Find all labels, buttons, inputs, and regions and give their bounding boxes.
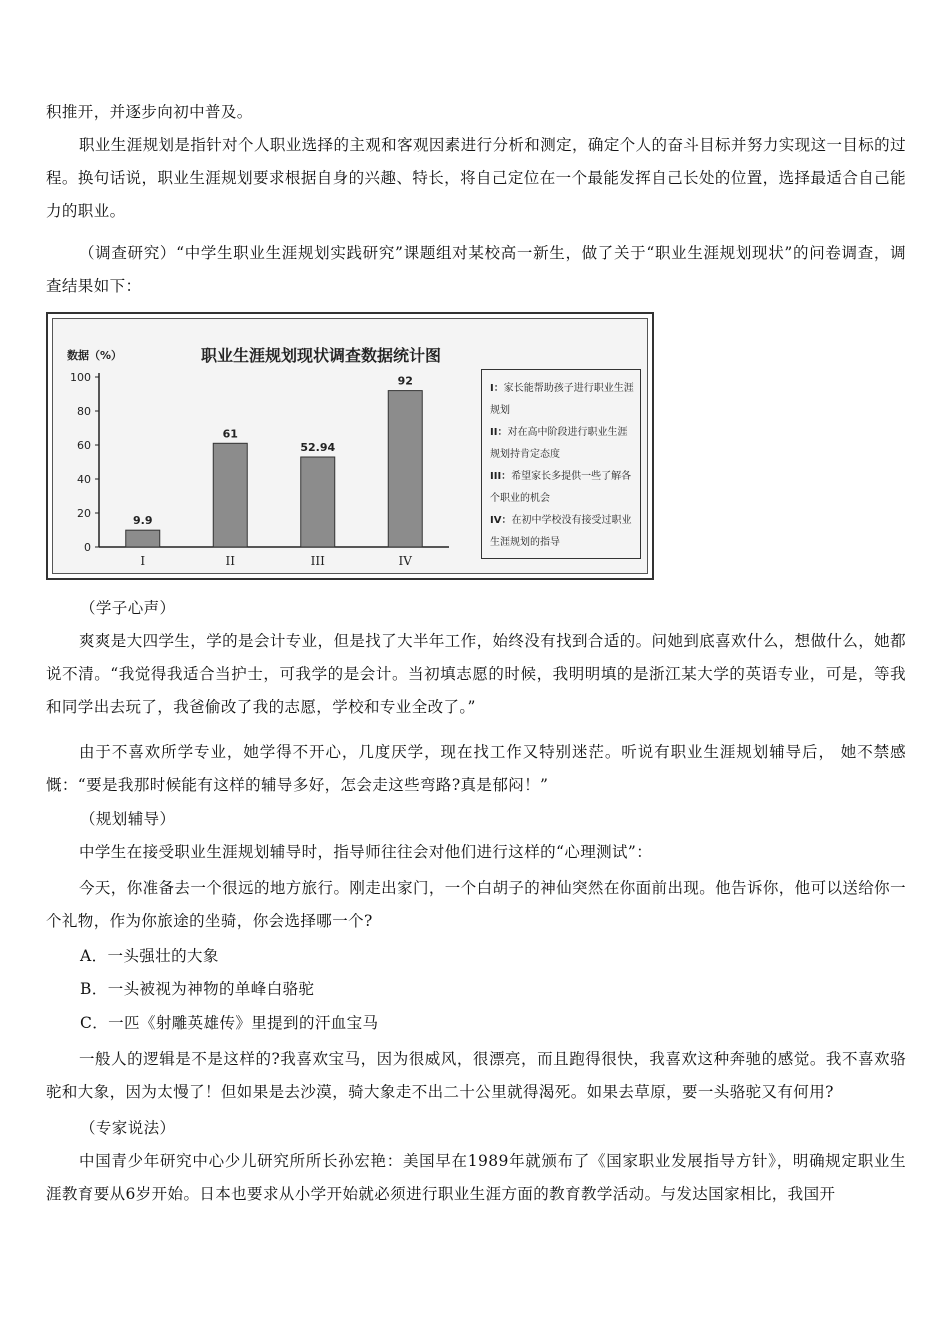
bar bbox=[301, 457, 335, 547]
legend-text: 在初中学校没有接受过职业生涯规划的指导 bbox=[490, 515, 632, 548]
legend-text: 希望家长多提供一些了解各个职业的机会 bbox=[490, 471, 632, 504]
heading-guidance: （规划辅导） bbox=[80, 810, 176, 828]
bar bbox=[126, 530, 160, 547]
y-tick-label: 60 bbox=[77, 439, 91, 452]
legend-mark: III： bbox=[490, 471, 512, 482]
chart-legend bbox=[481, 369, 641, 559]
bar-value-label: 92 bbox=[397, 374, 413, 388]
legend-item bbox=[490, 510, 634, 554]
paragraph-student-regret: 由于不喜欢所学专业，她学得不开心，几度厌学，现在找工作又特别迷茫。听说有职业生涯规划辅导后， 她不禁感慨：“要是我那时候能有这样的辅导多好，怎会走这些弯路?真是郁闷！” bbox=[46, 743, 906, 794]
y-tick-label: 100 bbox=[70, 371, 91, 384]
paragraph-student-story: 爽爽是大四学生，学的是会计专业，但是找了大半年工作，始终没有找到合适的。问她到底喜欢什么，想做什么，她都说不清。“我觉得我适合当护士，可我学的是会计。当初填志愿的时候，我明明填的是浙江某大学的英语专业，可是，等我和同学出去玩了，我爸偷改了我的志愿，学校和专业全改了。” bbox=[46, 632, 906, 716]
legend-mark: II： bbox=[490, 427, 508, 438]
chart-ylabel: 数据（%） bbox=[67, 349, 123, 362]
paragraph-expert: 中国青少年研究中心少儿研究所所长孙宏艳：美国早在1989年就颁布了《国家职业发展指导方针》，明确规定职业生涯教育要从6岁开始。日本也要求从小学开始就必须进行职业生涯方面的教育教学活动。与发达国家相比，我国开 bbox=[46, 1152, 906, 1203]
option-c: C．一匹《射雕英雄传》里提到的汗血宝马 bbox=[80, 1014, 379, 1032]
legend-item bbox=[490, 378, 634, 422]
x-tick-label: II bbox=[225, 554, 235, 568]
x-tick-label: III bbox=[310, 554, 325, 568]
option-a: A．一头强壮的大象 bbox=[80, 947, 219, 965]
chart-title: 职业生涯规划现状调查数据统计图 bbox=[201, 346, 442, 365]
x-tick-label: I bbox=[140, 554, 146, 568]
paragraph-intro-end: 积推开，并逐步向初中普及。 bbox=[46, 103, 253, 121]
legend-text: 对在高中阶段进行职业生涯规划持肯定态度 bbox=[490, 427, 628, 460]
paragraph-guidance: 中学生在接受职业生涯规划辅导时，指导师往往会对他们进行这样的“心理测试”： bbox=[79, 843, 653, 861]
y-tick-label: 20 bbox=[77, 507, 91, 520]
legend-item bbox=[490, 422, 634, 466]
paragraph-survey: （调查研究）“中学生职业生涯规划实践研究”课题组对某校高一新生，做了关于“职业生涯规划现状”的问卷调查，调查结果如下： bbox=[46, 244, 906, 295]
bar bbox=[388, 391, 422, 547]
legend-text: 家长能帮助孩子进行职业生涯规划 bbox=[490, 383, 634, 416]
bar-value-label: 61 bbox=[222, 427, 238, 441]
paragraph-test: 今天，你准备去一个很远的地方旅行。刚走出家门，一个白胡子的神仙突然在你面前出现。他告诉你，他可以送给你一个礼物，作为你旅途的坐骑，你会选择哪一个? bbox=[46, 879, 906, 930]
survey-chart bbox=[46, 312, 654, 580]
paragraph-logic: 一般人的逻辑是不是这样的?我喜欢宝马，因为很威风，很漂亮，而且跑得很快，我喜欢这种奔驰的感觉。我不喜欢骆驼和大象，因为太慢了！但如果是去沙漠，骑大象走不出二十公里就得渴死。如果去草原，要一头骆驼又有何用? bbox=[46, 1050, 906, 1101]
bar-value-label: 52.94 bbox=[300, 441, 336, 455]
chart-panel bbox=[52, 318, 648, 574]
option-b: B．一头被视为神物的单峰白骆驼 bbox=[80, 980, 315, 998]
legend-item bbox=[490, 466, 634, 510]
x-tick-label: IV bbox=[398, 554, 412, 568]
paragraph-definition: 职业生涯规划是指针对个人职业选择的主观和客观因素进行分析和测定，确定个人的奋斗目标并努力实现这一目标的过程。换句话说，职业生涯规划要求根据自身的兴趣、特长，将自己定位在一个最能发挥自己长处的位置，选择最适合自己能力的职业。 bbox=[46, 136, 906, 220]
bar-value-label: 9.9 bbox=[133, 514, 153, 528]
legend-mark: I： bbox=[490, 383, 504, 394]
heading-students: （学子心声） bbox=[80, 599, 176, 617]
y-tick-label: 40 bbox=[77, 473, 91, 486]
y-tick-label: 0 bbox=[84, 541, 91, 554]
y-tick-label: 80 bbox=[77, 405, 91, 418]
legend-mark: IV： bbox=[490, 515, 512, 526]
bar bbox=[213, 443, 247, 547]
heading-expert: （专家说法） bbox=[80, 1119, 176, 1137]
